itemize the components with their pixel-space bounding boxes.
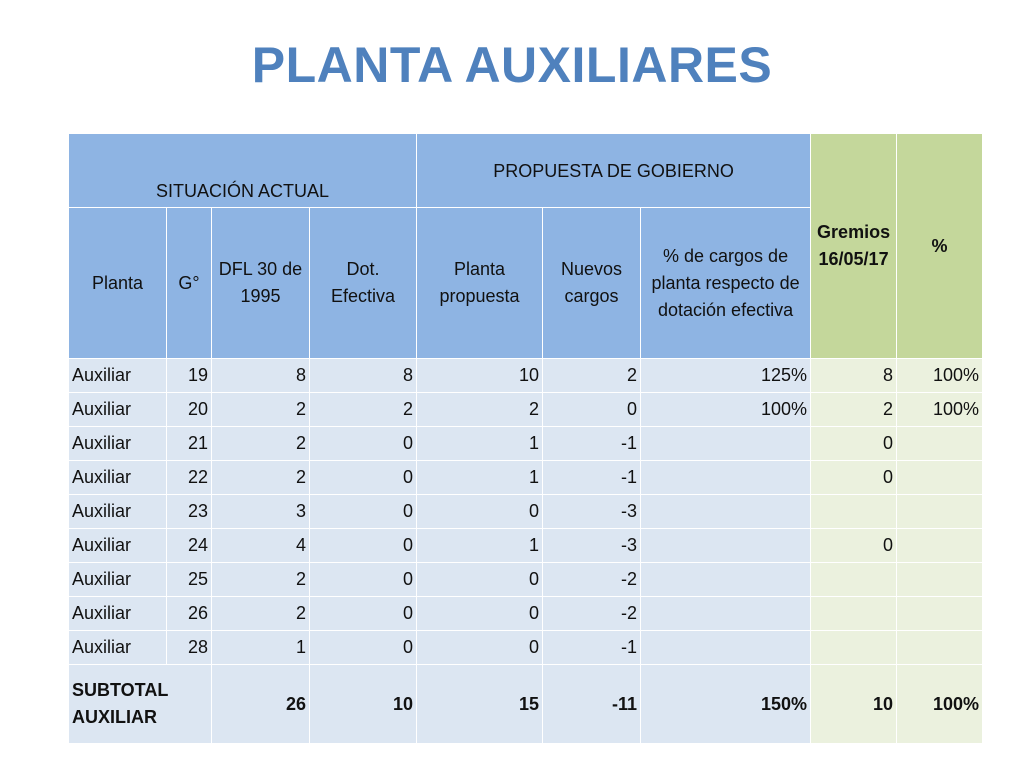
header-pct-cargos: % de cargos de planta respecto de dotación efectiva <box>641 208 811 359</box>
cell-planta: Auxiliar <box>69 563 167 597</box>
cell-planta: Auxiliar <box>69 393 167 427</box>
cell-dot: 0 <box>310 427 417 461</box>
cell-planta: Auxiliar <box>69 495 167 529</box>
cell-dot: 0 <box>310 529 417 563</box>
cell-gpct <box>897 427 983 461</box>
table-row <box>69 529 983 563</box>
cell-gpct: 100% <box>897 359 983 393</box>
cell-grado: 22 <box>167 461 212 495</box>
cell-dfl: 2 <box>212 461 310 495</box>
cell-planta: Auxiliar <box>69 359 167 393</box>
table-row <box>69 563 983 597</box>
subtotal-nuevos: -11 <box>543 665 641 744</box>
header-gremios: Gremios 16/05/17 <box>811 134 897 359</box>
cell-nuevos: 0 <box>543 393 641 427</box>
cell-dot: 0 <box>310 631 417 665</box>
cell-dfl: 2 <box>212 393 310 427</box>
cell-pct <box>641 529 811 563</box>
header-planta-propuesta: Planta propuesta <box>417 208 543 359</box>
cell-gremios <box>811 563 897 597</box>
cell-dot: 0 <box>310 597 417 631</box>
subtotal-gpct: 100% <box>897 665 983 744</box>
cell-grado: 21 <box>167 427 212 461</box>
cell-gpct <box>897 631 983 665</box>
cell-gremios <box>811 495 897 529</box>
header-propuesta-gobierno: PROPUESTA DE GOBIERNO <box>417 134 811 208</box>
table-row <box>69 393 983 427</box>
cell-dot: 2 <box>310 393 417 427</box>
cell-dfl: 2 <box>212 563 310 597</box>
cell-grado: 20 <box>167 393 212 427</box>
table-row <box>69 461 983 495</box>
cell-dfl: 3 <box>212 495 310 529</box>
cell-planta: Auxiliar <box>69 427 167 461</box>
staffing-table <box>68 133 983 744</box>
cell-dfl: 2 <box>212 427 310 461</box>
cell-gpct: 100% <box>897 393 983 427</box>
cell-dfl: 2 <box>212 597 310 631</box>
subtotal-dfl: 26 <box>212 665 310 744</box>
cell-pct <box>641 427 811 461</box>
header-situacion-actual: SITUACIÓN ACTUAL <box>69 134 417 208</box>
cell-prop: 10 <box>417 359 543 393</box>
header-grado: G° <box>167 208 212 359</box>
cell-dot: 0 <box>310 563 417 597</box>
cell-prop: 1 <box>417 427 543 461</box>
cell-nuevos: -1 <box>543 461 641 495</box>
cell-pct <box>641 495 811 529</box>
cell-pct <box>641 461 811 495</box>
header-nuevos-cargos: Nuevos cargos <box>543 208 641 359</box>
table-row <box>69 597 983 631</box>
cell-dot: 0 <box>310 461 417 495</box>
cell-gremios: 0 <box>811 529 897 563</box>
cell-prop: 1 <box>417 461 543 495</box>
cell-pct <box>641 597 811 631</box>
cell-prop: 0 <box>417 563 543 597</box>
cell-grado: 23 <box>167 495 212 529</box>
cell-planta: Auxiliar <box>69 597 167 631</box>
table-row <box>69 359 983 393</box>
cell-pct <box>641 563 811 597</box>
cell-nuevos: -3 <box>543 495 641 529</box>
header-dot-efectiva: Dot. Efectiva <box>310 208 417 359</box>
cell-nuevos: -2 <box>543 597 641 631</box>
cell-prop: 1 <box>417 529 543 563</box>
cell-grado: 26 <box>167 597 212 631</box>
cell-gremios: 2 <box>811 393 897 427</box>
subtotal-prop: 15 <box>417 665 543 744</box>
cell-grado: 24 <box>167 529 212 563</box>
subtotal-label: SUBTOTAL AUXILIAR <box>69 665 212 744</box>
cell-gpct <box>897 461 983 495</box>
cell-gpct <box>897 529 983 563</box>
cell-gremios <box>811 631 897 665</box>
table-row <box>69 631 983 665</box>
cell-pct: 100% <box>641 393 811 427</box>
cell-nuevos: 2 <box>543 359 641 393</box>
cell-planta: Auxiliar <box>69 461 167 495</box>
cell-gpct <box>897 563 983 597</box>
table-row <box>69 495 983 529</box>
cell-pct: 125% <box>641 359 811 393</box>
header-percent: % <box>897 134 983 359</box>
cell-grado: 28 <box>167 631 212 665</box>
cell-gremios: 0 <box>811 427 897 461</box>
cell-pct <box>641 631 811 665</box>
cell-dfl: 8 <box>212 359 310 393</box>
cell-dot: 0 <box>310 495 417 529</box>
subtotal-pct: 150% <box>641 665 811 744</box>
cell-prop: 0 <box>417 597 543 631</box>
cell-planta: Auxiliar <box>69 529 167 563</box>
cell-prop: 2 <box>417 393 543 427</box>
cell-nuevos: -2 <box>543 563 641 597</box>
cell-nuevos: -1 <box>543 631 641 665</box>
cell-nuevos: -3 <box>543 529 641 563</box>
subtotal-row <box>69 665 983 744</box>
header-planta: Planta <box>69 208 167 359</box>
cell-prop: 0 <box>417 631 543 665</box>
cell-gremios: 8 <box>811 359 897 393</box>
table-row <box>69 427 983 461</box>
subtotal-dot: 10 <box>310 665 417 744</box>
cell-dfl: 4 <box>212 529 310 563</box>
page-title: PLANTA AUXILIARES <box>251 37 773 93</box>
cell-gremios <box>811 597 897 631</box>
cell-grado: 19 <box>167 359 212 393</box>
cell-gpct <box>897 597 983 631</box>
cell-gpct <box>897 495 983 529</box>
cell-nuevos: -1 <box>543 427 641 461</box>
cell-prop: 0 <box>417 495 543 529</box>
cell-grado: 25 <box>167 563 212 597</box>
cell-dot: 8 <box>310 359 417 393</box>
subtotal-gremios: 10 <box>811 665 897 744</box>
cell-planta: Auxiliar <box>69 631 167 665</box>
cell-dfl: 1 <box>212 631 310 665</box>
header-dfl: DFL 30 de 1995 <box>212 208 310 359</box>
cell-gremios: 0 <box>811 461 897 495</box>
